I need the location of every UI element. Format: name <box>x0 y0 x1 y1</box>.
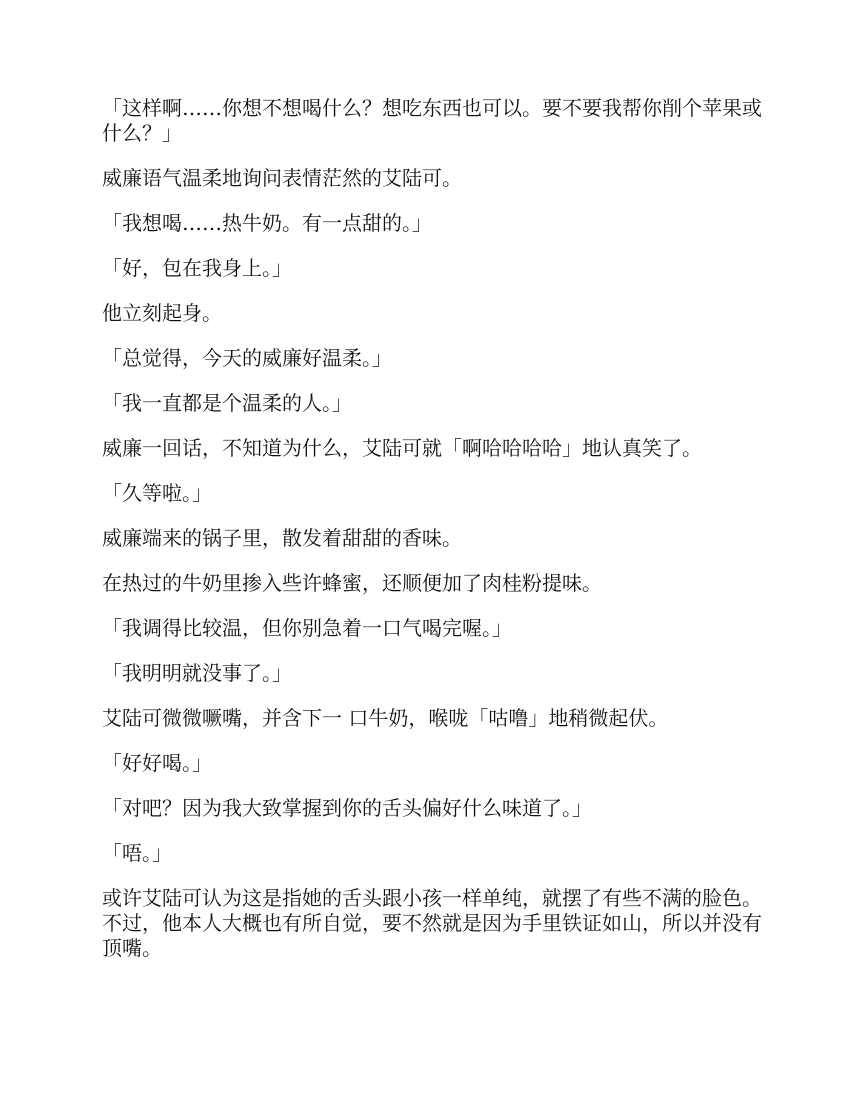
paragraph: 或许艾陆可认为这是指她的舌头跟小孩一样单纯，就摆了有些不满的脸色。不过，他本人大概也有所自觉，要不然就是因为手里铁证如山，所以并没有顶嘴。 <box>102 886 762 960</box>
paragraph: 「我想喝……热牛奶。有一点甜的。」 <box>102 211 432 235</box>
paragraph: 威廉端来的锅子里，散发着甜甜的香味。 <box>102 526 462 550</box>
paragraph: 「我调得比较温，但你别急着一口气喝完喔。」 <box>102 616 512 640</box>
paragraph: 「这样啊……你想不想喝什么？想吃东西也可以。要不要我帮你削个苹果或什么？」 <box>102 96 762 145</box>
paragraph: 「久等啦。」 <box>102 481 212 505</box>
paragraph: 艾陆可微微噘嘴，并含下一 口牛奶，喉咙「咕噜」地稍微起伏。 <box>102 706 669 730</box>
paragraph: 「好，包在我身上。」 <box>102 256 292 280</box>
paragraph: 「唔。」 <box>102 841 172 865</box>
document-page <box>102 96 762 981</box>
paragraph: 「我一直都是个温柔的人。」 <box>102 391 352 415</box>
paragraph: 「好好喝。」 <box>102 751 212 775</box>
paragraph: 「我明明就没事了。」 <box>102 661 292 685</box>
paragraph: 威廉语气温柔地询问表情茫然的艾陆可。 <box>102 166 462 190</box>
paragraph: 威廉一回话，不知道为什么，艾陆可就「啊哈哈哈哈」地认真笑了。 <box>102 436 702 460</box>
paragraph: 「对吧？因为我大致掌握到你的舌头偏好什么味道了。」 <box>102 796 592 820</box>
paragraph: 在热过的牛奶里掺入些许蜂蜜，还顺便加了肉桂粉提味。 <box>102 571 602 595</box>
paragraph: 他立刻起身。 <box>102 301 222 325</box>
paragraph: 「总觉得，今天的威廉好温柔。」 <box>102 346 392 370</box>
